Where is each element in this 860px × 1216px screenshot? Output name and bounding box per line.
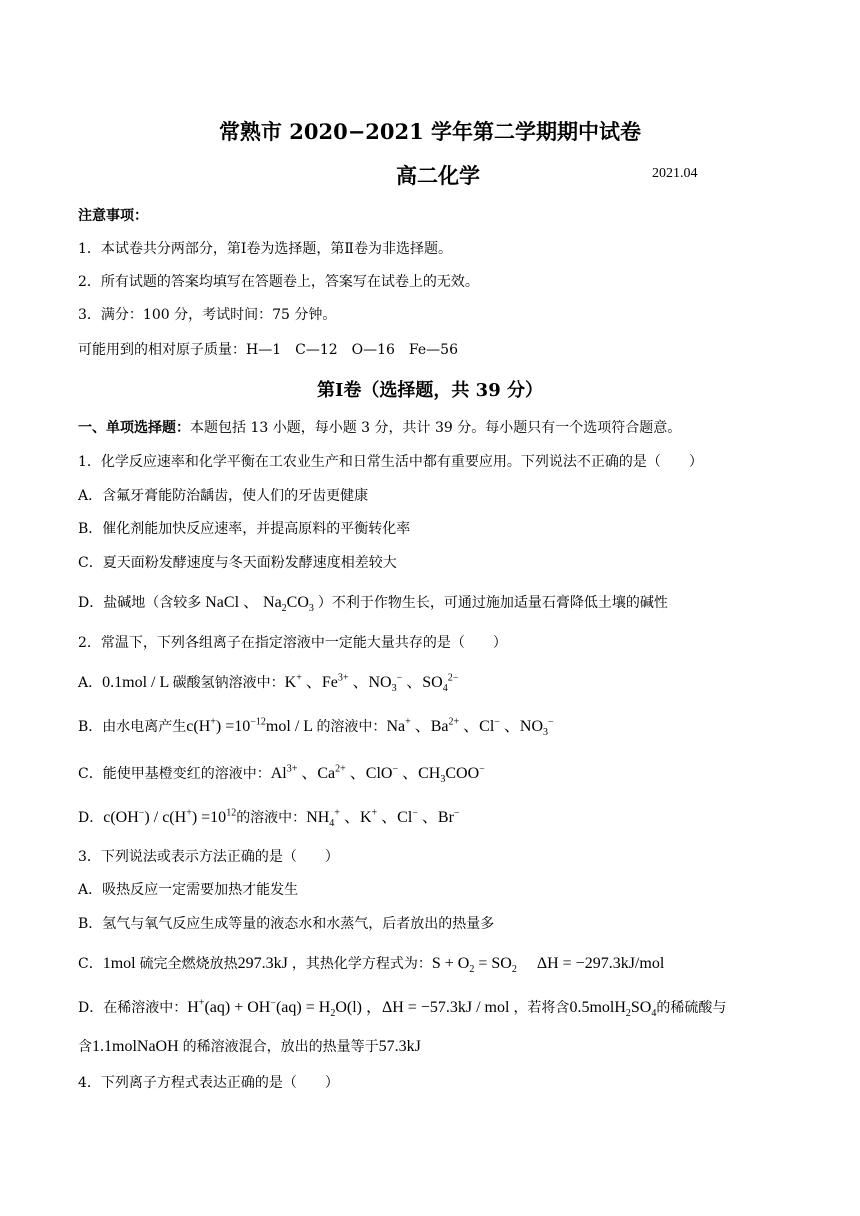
- q2-option-b: B．由水电离产生$c(H^+) =10^{-12}mol / L$ 的溶液中：Na+ 、$Ba^{2+}$ 、Cl− 、$NO_3^-$: [78, 716, 554, 739]
- subject-title: 高二化学: [396, 163, 480, 188]
- section-instructions: [78, 417, 681, 437]
- note-item: 3．满分：100 分，考试时间：75 分钟。: [78, 307, 337, 323]
- q1-option-a: A．含氟牙膏能防治龋齿，使人们的牙齿更健康: [78, 488, 369, 504]
- q2-option-c: C．能使甲基橙变红的溶液中：$Al^{3+}$ 、$Ca^{2+}$ 、ClO− 、$CH_3COO^-$: [78, 763, 485, 786]
- page-title: 常熟市 2020−2021 学年第二学期期中试卷: [218, 119, 642, 144]
- question-3-stem: 3．下列说法或表示方法正确的是（ ）: [78, 849, 339, 865]
- note-item: 1．本试卷共分两部分，第Ⅰ卷为选择题，第Ⅱ卷为非选择题。: [78, 241, 452, 257]
- question-4-stem: 4．下列离子方程式表达正确的是（ ）: [78, 1075, 339, 1091]
- note-item: 2．所有试题的答案均填写在答题卷上，答案写在试卷上的无效。: [78, 274, 479, 290]
- q3-option-c: C．1mol 硫完全燃烧放热297.3kJ ，其热化学方程式为：$S + O_2 = SO_2$ ΔH = −297.3kJ/mol: [78, 955, 665, 976]
- q1-option-c: C．夏天面粉发酵速度与冬天面粉发酵速度相差较大: [78, 555, 397, 571]
- exam-date: 2021.04: [652, 166, 698, 181]
- q1-option-d: D．盐碱地（含较多 NaCl 、 $Na_2CO_3$ ）不利于作物生长，可通过施加适量石膏降低土壤的碱性: [78, 594, 668, 615]
- q2-option-d: D．$c(OH^-) / c(H^+) =10^{12}$的溶液中：$NH_4^+$ 、K+ 、Cl− 、Br−: [78, 807, 460, 830]
- q1-option-b: B．催化剂能加快反应速率，并提高原料的平衡转化率: [78, 521, 411, 537]
- section-title: 第Ⅰ卷（选择题，共 39 分）: [316, 380, 543, 401]
- atomic-masses: 可能用到的相对原子质量：H—1 C—12 O—16 Fe—56: [78, 342, 458, 358]
- question-2-stem: 2．常温下，下列各组离子在指定溶液中一定能大量共存的是（ ）: [78, 635, 507, 651]
- q3-option-b: B．氢气与氧气反应生成等量的液态水和水蒸气，后者放出的热量多: [78, 916, 495, 932]
- q2-option-a: A．0.1mol / L 碳酸氢钠溶液中：K+ 、$Fe^{3+}$ 、$NO_3^-$ 、$SO_4^{2-}$: [78, 672, 459, 695]
- part-label: 一、单项选择题：: [78, 420, 190, 436]
- question-1-stem: 1．化学反应速率和化学平衡在工农业生产和日常生活中都有重要应用。下列说法不正确的是（ ）: [78, 454, 703, 470]
- notes-heading: 注意事项：: [78, 208, 148, 224]
- q3-option-d-continued: 含1.1molNaOH 的稀溶液混合，放出的热量等于57.3kJ: [78, 1038, 421, 1055]
- part-description: 本题包括 13 小题，每小题 3 分，共计 39 分。每小题只有一个选项符合题意。: [190, 420, 682, 436]
- q3-option-d: D．在稀溶液中：$H^+(aq) + OH^-(aq) = H_2O(l)$ ，ΔH = −57.3kJ / mol ，若将含$0.5molH_2SO_4$的稀硫酸与: [78, 997, 727, 1020]
- q3-option-a: A．吸热反应一定需要加热才能发生: [78, 882, 299, 898]
